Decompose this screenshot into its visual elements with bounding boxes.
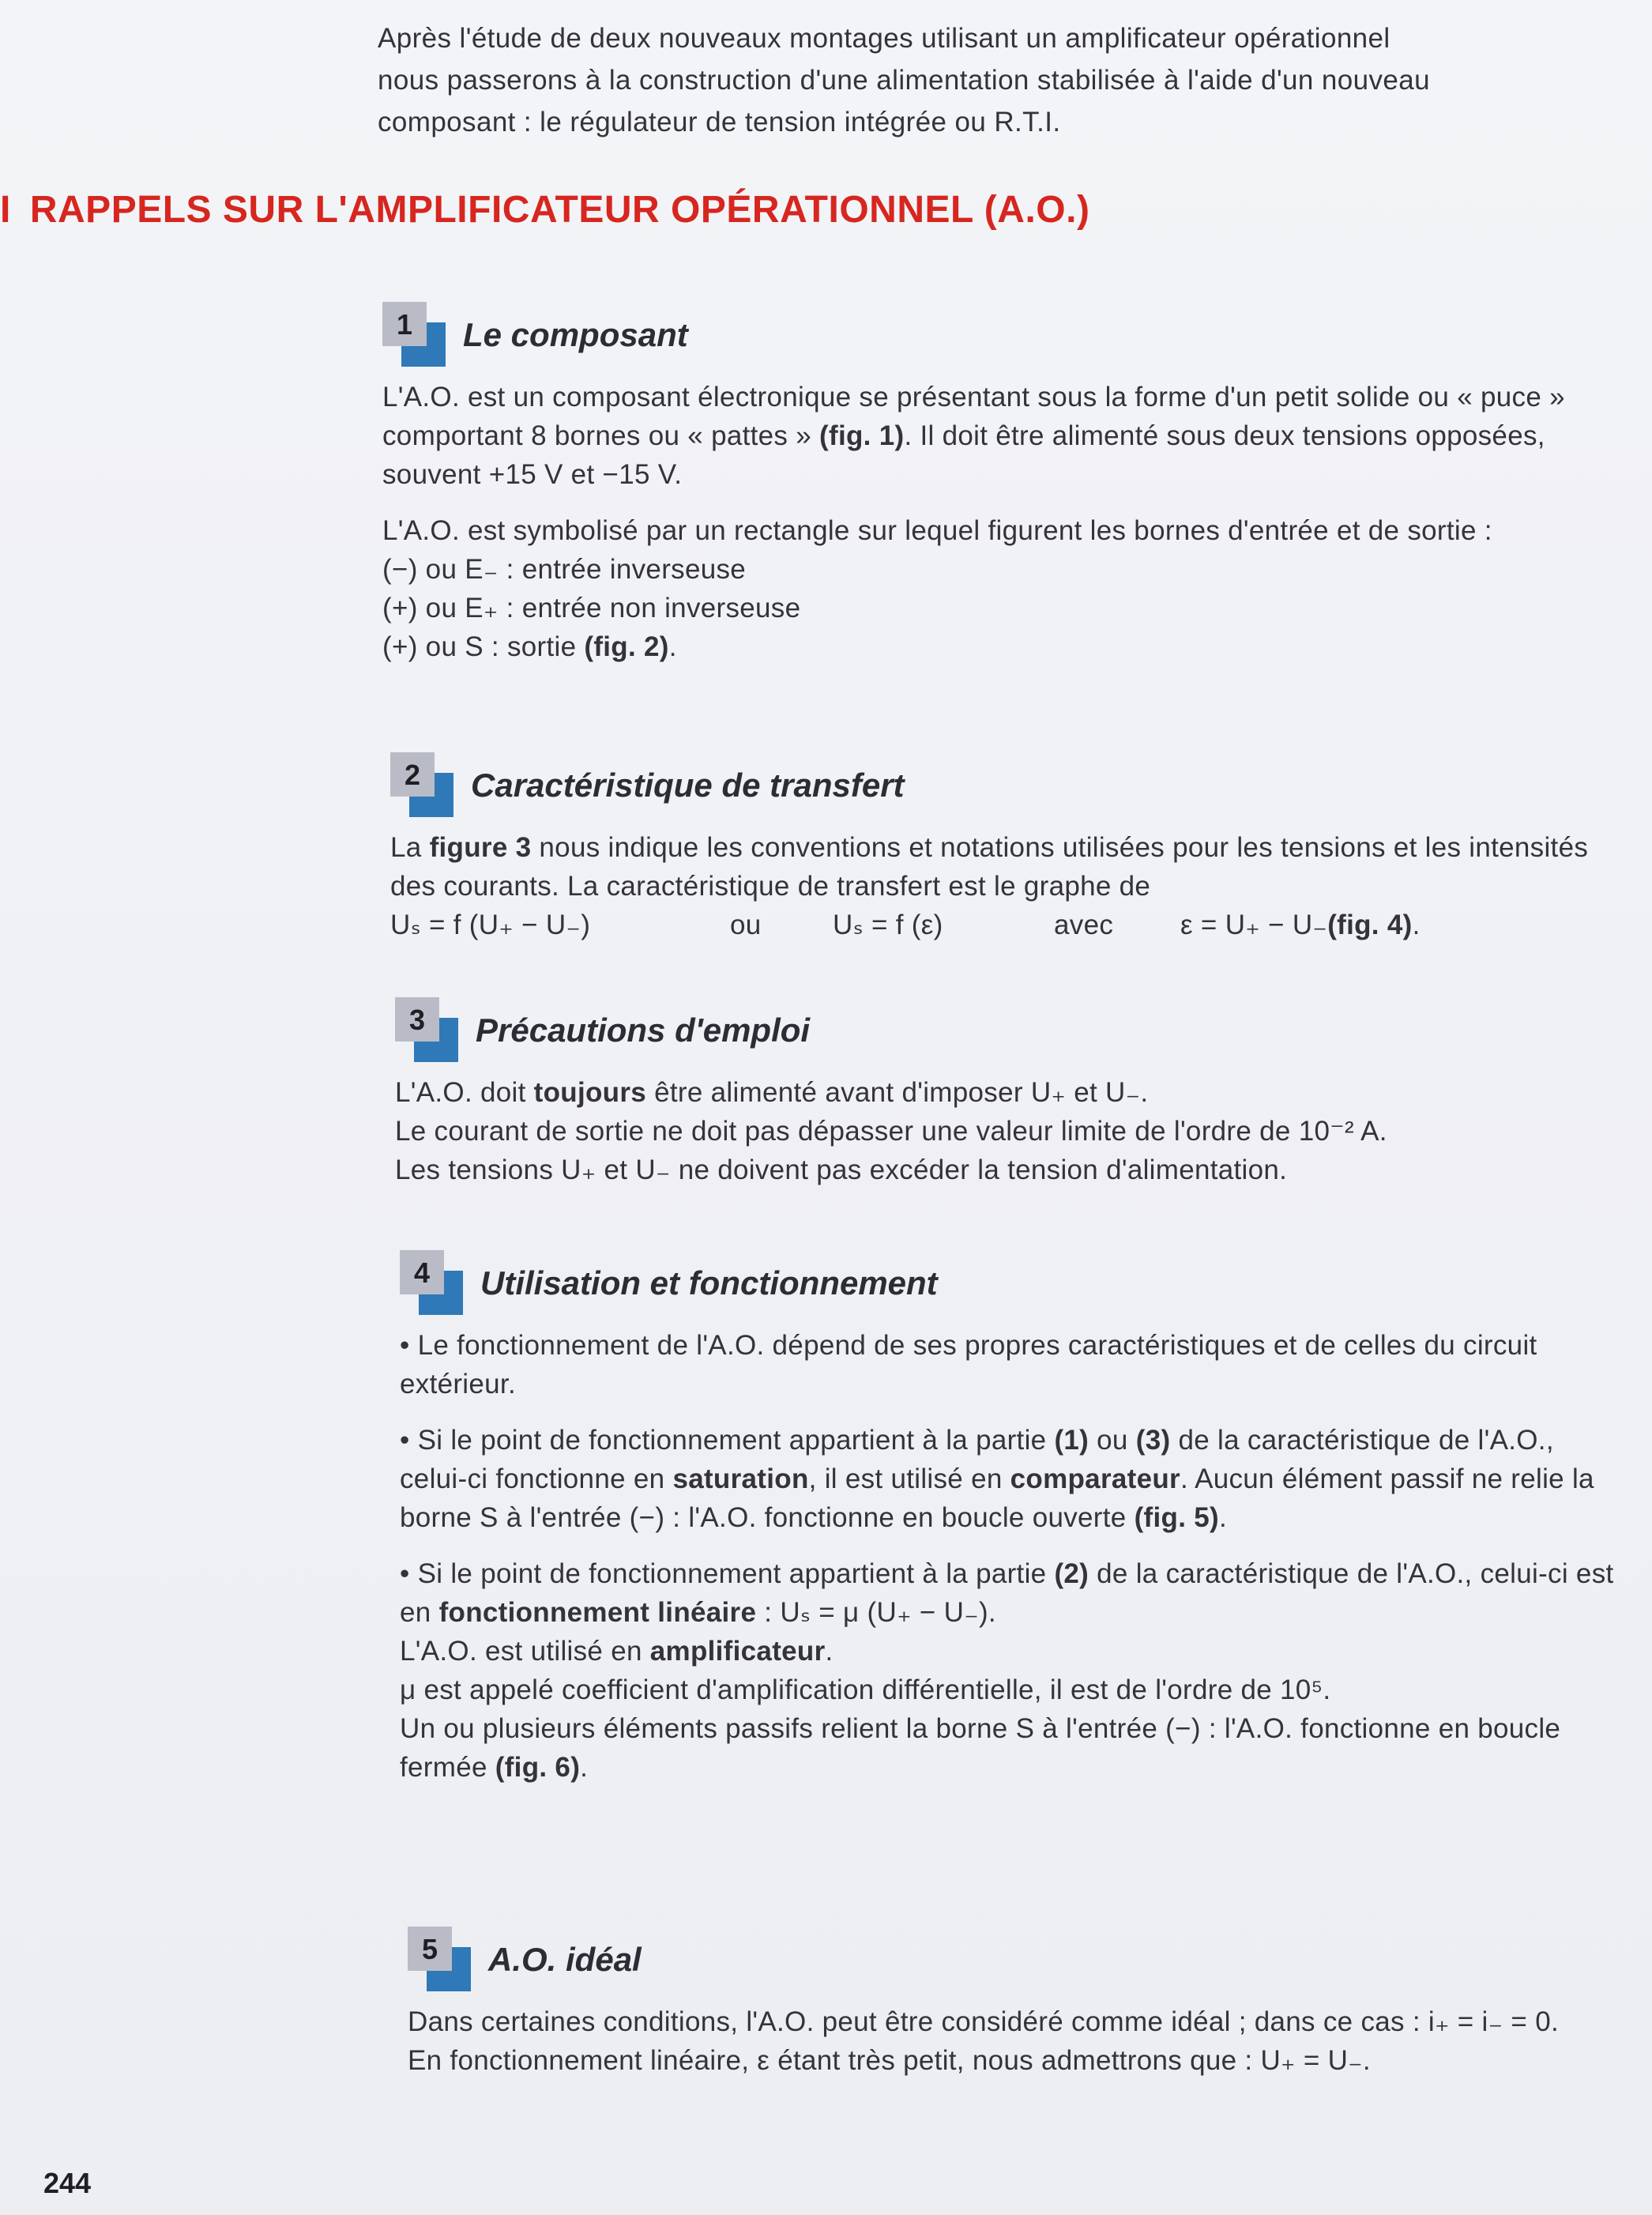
section-3 — [395, 997, 1620, 1189]
section-number: 1 — [382, 302, 427, 346]
section-4 — [400, 1250, 1624, 1787]
paragraph: Dans certaines conditions, l'A.O. peut être considéré comme idéal ; dans ce cas : i₊ = i₋ = 0. — [408, 2006, 1559, 2037]
transfer-formula: Uₛ = f (U₊ − U₋) ou Uₛ = f (ε) avec ε = U₊ − U₋ (fig. 4) . — [390, 910, 1421, 940]
bullet-paragraph: • Si le point de fonctionnement appartient à la partie (2) de la caractéristique de l'A.O., celui-ci est en fonctionnement linéaire : Uₛ = μ (U₊ − U₋). — [400, 1558, 1614, 1628]
intro-line: nous passerons à la construction d'une alimentation stabilisée à l'aide d'un nouveau — [378, 65, 1431, 96]
paragraph: L'A.O. doit toujours être alimenté avant d'imposer U₊ et U₋. — [395, 1077, 1149, 1108]
section-title: Utilisation et fonctionnement — [480, 1264, 938, 1302]
intro-paragraph — [378, 17, 1586, 143]
section-header — [382, 302, 1607, 367]
section-title: Caractéristique de transfert — [471, 767, 905, 804]
paragraph: La figure 3 nous indique les conventions et notations utilisées pour les tensions et les intensités des courants. La caractéristique de transfert est le graphe de — [390, 832, 1589, 902]
section-title: Le composant — [463, 316, 688, 353]
section-1 — [382, 302, 1607, 666]
section-number: 3 — [395, 997, 439, 1042]
section-header — [408, 1927, 1632, 1991]
section-header — [395, 997, 1620, 1062]
list-item: (+) ou S : sortie (fig. 2). — [382, 631, 677, 662]
section-title: A.O. idéal — [488, 1941, 642, 1978]
section-title: Précautions d'emploi — [476, 1011, 811, 1049]
page-number: 244 — [43, 2167, 92, 2199]
section-number: 2 — [390, 752, 435, 797]
section-header — [390, 752, 1615, 817]
chapter-number: I — [0, 189, 11, 231]
section-body — [382, 378, 1607, 666]
paragraph: L'A.O. est utilisé en amplificateur. — [400, 1636, 834, 1667]
intro-line: composant : le régulateur de tension intégrée ou R.T.I. — [378, 107, 1061, 137]
section-number-badge — [382, 302, 447, 367]
section-body — [400, 1326, 1624, 1787]
section-number-badge — [400, 1250, 465, 1315]
section-number: 5 — [408, 1927, 452, 1971]
paragraph: L'A.O. est un composant électronique se présentant sous la forme d'un petit solide ou « puce » comportant 8 bornes ou « pattes » (fig. 1). Il doit être alimenté sous deux tensions opposées, souvent +15 V et −15 V. — [382, 382, 1565, 490]
section-number-badge — [408, 1927, 472, 1991]
bullet-paragraph: • Le fonctionnement de l'A.O. dépend de ses propres caractéristiques et de celles du circuit extérieur. — [400, 1330, 1537, 1399]
paragraph: L'A.O. est symbolisé par un rectangle sur lequel figurent les bornes d'entrée et de sortie : — [382, 515, 1492, 546]
section-number-badge — [395, 997, 460, 1062]
chapter-title: RAPPELS SUR L'AMPLIFICATEUR OPÉRATIONNEL (A.O.) — [29, 189, 1090, 231]
section-number: 4 — [400, 1250, 444, 1294]
section-body — [395, 1073, 1620, 1189]
chapter-heading — [0, 188, 1089, 232]
section-header — [400, 1250, 1624, 1315]
section-2 — [390, 752, 1615, 944]
paragraph: Le courant de sortie ne doit pas dépasser une valeur limite de l'ordre de 10⁻² A. — [395, 1116, 1387, 1147]
intro-line: Après l'étude de deux nouveaux montages utilisant un amplificateur opérationnel — [378, 23, 1390, 54]
section-5 — [408, 1927, 1632, 2080]
paragraph: Les tensions U₊ et U₋ ne doivent pas excéder la tension d'alimentation. — [395, 1155, 1288, 1185]
paragraph: En fonctionnement linéaire, ε étant très petit, nous admettrons que : U₊ = U₋. — [408, 2045, 1371, 2076]
list-item: (−) ou E₋ : entrée inverseuse — [382, 554, 747, 585]
paragraph: μ est appelé coefficient d'amplification différentielle, il est de l'ordre de 10⁵. — [400, 1674, 1331, 1705]
list-item: (+) ou E₊ : entrée non inverseuse — [382, 593, 801, 623]
section-body — [408, 2002, 1632, 2080]
section-number-badge — [390, 752, 455, 817]
paragraph: Un ou plusieurs éléments passifs relient la borne S à l'entrée (−) : l'A.O. fonctionne en boucle fermée (fig. 6). — [400, 1713, 1561, 1783]
section-body — [390, 828, 1615, 944]
bullet-paragraph: • Si le point de fonctionnement appartient à la partie (1) ou (3) de la caractéristique de l'A.O., celui-ci fonctionne en saturation, il est utilisé en comparateur. Aucun élément passif ne relie la borne S à l'entrée (−) : l'A.O. fonctionne en boucle ouverte (fig. 5). — [400, 1425, 1594, 1533]
